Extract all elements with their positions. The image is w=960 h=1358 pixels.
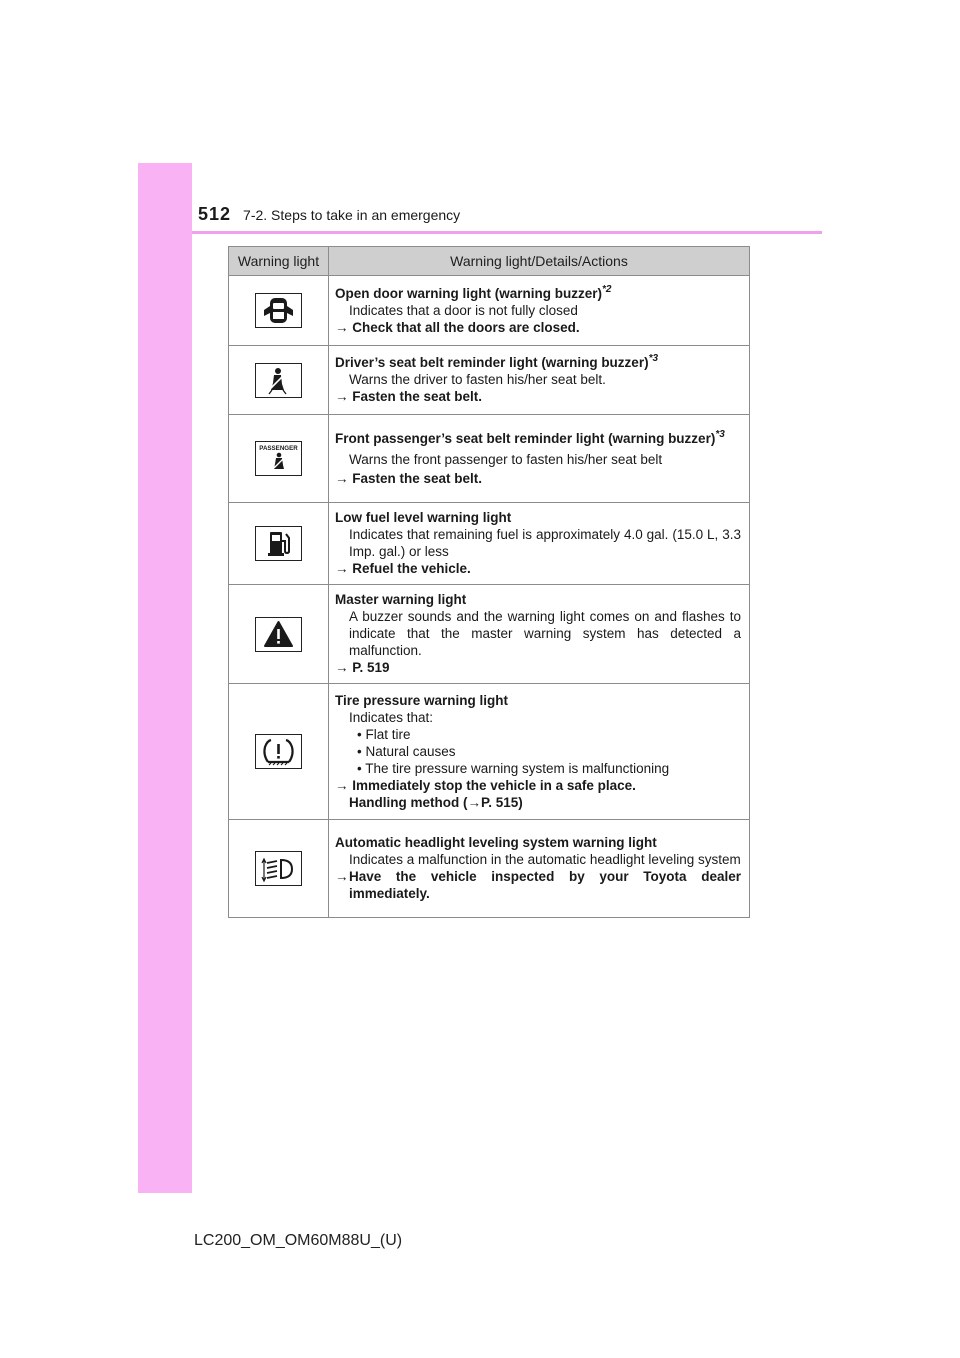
icon-cell [229,415,329,503]
icon-cell [229,820,329,918]
column-header-details: Warning light/Details/Actions [329,247,750,276]
icon-cell [229,503,329,585]
document-code: LC200_OM_OM60M88U_(U) [194,1232,403,1249]
detail-cell [329,684,750,820]
headlight-leveling-icon [255,851,302,886]
arrow-glyph: → [335,777,349,793]
row-action: P. 519 [352,660,390,675]
icon-cell [229,585,329,684]
page-header [198,204,460,234]
open-door-icon [255,293,302,328]
detail-cell [329,820,750,918]
row-title: Front passenger’s seat belt reminder light (warning buzzer) [335,431,716,446]
row-description: A buzzer sounds and the warning light comes on and flashes to indicate that the master warning system has detected a malfunction. [349,609,741,658]
arrow-glyph: → [467,794,481,810]
table-row [229,585,750,684]
table-header-row [229,247,750,276]
table-row [229,346,750,415]
handling-method-ref: P. 515) [481,794,523,810]
row-description: Indicates that: [349,709,434,725]
detail-cell [329,346,750,415]
icon-cell [229,276,329,346]
arrow-glyph: → [335,319,349,335]
arrow-glyph: → [335,471,349,486]
column-header-warning-light: Warning light [229,247,329,276]
row-title: Master warning light [335,592,467,607]
footnote-marker: *2 [602,283,612,295]
page-number: 512 [198,204,232,224]
table-row [229,820,750,918]
tire-pressure-icon [255,734,302,769]
arrow-glyph: → [335,561,349,576]
footnote-marker: *3 [648,353,659,364]
detail-cell [329,503,750,585]
icon-cell [229,346,329,415]
fuel-pump-icon [255,526,302,561]
row-action: Check that all the doors are closed. [352,319,580,335]
table-row [229,684,750,820]
master-warning-icon [255,617,302,652]
row-title: Open door warning light (warning buzzer) [335,285,602,301]
section-title: 7-2. Steps to take in an emergency [243,207,461,223]
arrow-glyph: → [335,869,349,884]
row-action: Fasten the seat belt. [352,471,483,486]
row-title: Tire pressure warning light [335,692,509,708]
row-description: Indicates a malfunction in the automatic headlight leveling system [349,852,741,867]
icon-cell [229,684,329,820]
table-row [229,415,750,503]
passenger-seatbelt-icon [255,441,302,476]
detail-cell [329,276,750,346]
driver-seatbelt-icon [255,363,302,398]
list-item: • Flat tire [357,726,411,742]
row-description: Indicates that remaining fuel is approximately 4.0 gal. (15.0 L, 3.3 Imp. gal.) or less [349,527,741,559]
row-title: Driver’s seat belt reminder light (warning buzzer) [335,355,649,370]
arrow-glyph: → [335,660,349,675]
row-description: Warns the front passenger to fasten his/her seat belt [349,452,663,467]
row-description: Warns the driver to fasten his/her seat belt. [349,372,606,387]
footnote-marker: *3 [715,429,725,440]
row-action: Immediately stop the vehicle in a safe place. [352,777,636,793]
detail-cell [329,585,750,684]
row-action: Refuel the vehicle. [352,561,471,576]
passenger-icon-text: PASSENGER [259,445,298,452]
detail-cell [329,415,750,503]
row-action: Fasten the seat belt. [352,389,483,404]
side-tab [138,163,192,1193]
arrow-glyph: → [335,389,349,404]
row-description: Indicates that a door is not fully closed [349,302,578,318]
row-title: Low fuel level warning light [335,510,512,525]
row-action: Have the vehicle inspected by your Toyota dealer immediately. [349,869,741,901]
list-item: • Natural causes [357,743,456,759]
header-divider [192,231,822,234]
table-row [229,503,750,585]
row-title: Automatic headlight leveling system warning light [335,835,657,850]
warning-light-table [228,246,750,918]
table-row [229,276,750,346]
list-item: • The tire pressure warning system is malfunctioning [357,760,670,776]
handling-method-text: Handling method ( [349,794,468,810]
